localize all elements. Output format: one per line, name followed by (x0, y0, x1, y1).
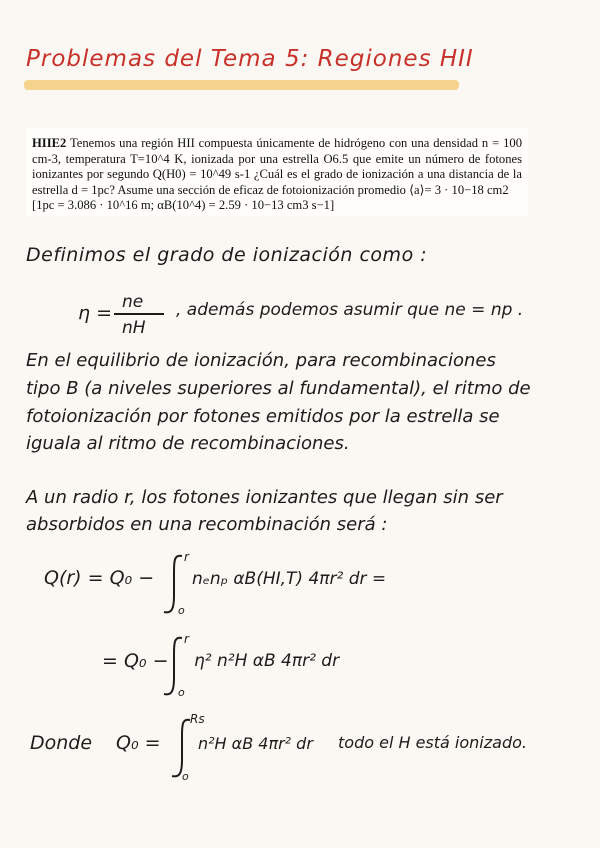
problem-statement (26, 128, 528, 216)
eq2-upper-limit: r (184, 632, 189, 646)
note-line-7: A un radio r, los fotones ionizantes que llegan sin ser (26, 487, 503, 508)
eq3-comment: todo el H está ionizado. (338, 733, 527, 752)
problem-constants: [1pc = 3.086 · 10^16 m; αB(10^4) = 2.59 · 10−13 cm3 s−1] (32, 198, 335, 212)
eq1-lower-limit: o (178, 604, 185, 617)
title-highlight (24, 80, 459, 90)
note-line-3: En el equilibrio de ionización, para recombinaciones (26, 350, 496, 371)
eq1-lhs: Q(r) = Q₀ − (44, 567, 155, 589)
eq3-lhs: Q₀ = (116, 732, 161, 754)
fraction-numerator: ne (122, 292, 144, 312)
note-line-4: tipo B (a niveles superiores al fundamental), el ritmo de (26, 378, 531, 399)
problem-text: Tenemos una región HII compuesta únicamente de hidrógeno con una densidad n = 100 cm-3, temperatura T=10^4 K, ionizada por una estrella O6.5 que emite un número de fotones ionizantes por segundo Q(H0) = 10^49 s-1 ¿Cuál es el grado de ionización a una distancia de la estrella d = 1pc? Asume una sección de eficaz de fotoionización promedio ⟨a⟩= 3 · 10−18 cm2 (32, 136, 522, 197)
problem-label: HIIE2 (32, 136, 67, 150)
note-line-5: fotoionización por fotones emitidos por la estrella se (26, 406, 500, 427)
fraction-denominator: nH (122, 318, 146, 338)
eq3-integrand: n²H αB 4πr² dr (198, 734, 313, 753)
eq2-integrand: η² n²H αB 4πr² dr (194, 651, 340, 671)
eq3-upper-limit: Rs (190, 712, 205, 726)
eq1-upper-limit: r (184, 550, 189, 564)
eq2-lhs: = Q₀ − (102, 650, 169, 672)
note-line-definition: Definimos el grado de ionización como : (26, 244, 428, 266)
eta-lhs: η = (78, 302, 113, 324)
donde-label: Donde (30, 732, 93, 754)
page-title: Problemas del Tema 5: Regiones HII (26, 46, 474, 72)
fraction-bar (114, 313, 164, 315)
note-line-6: iguala al ritmo de recombinaciones. (26, 433, 350, 454)
eq1-integrand: nₑnₚ αB(HI,T) 4πr² dr = (192, 569, 387, 589)
note-line-8: absorbidos en una recombinación será : (26, 514, 388, 535)
eq2-lower-limit: o (178, 686, 185, 699)
eq3-lower-limit: o (182, 770, 189, 783)
assumption-text: , además podemos asumir que ne = np . (176, 300, 524, 320)
